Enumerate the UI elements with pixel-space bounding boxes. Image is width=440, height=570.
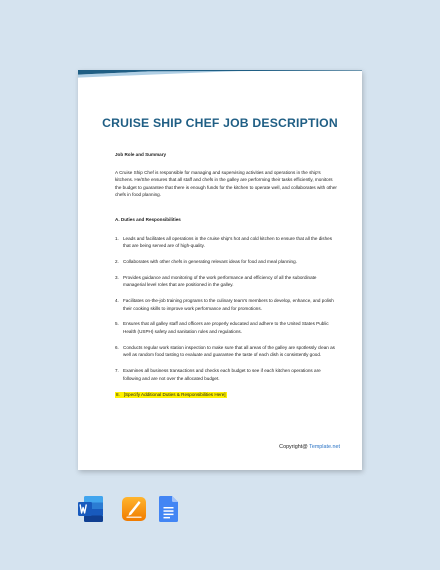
list-text: Facilitates on-the-job training programs to the culinary team's members to develop, enhance, and polish their cooking skills to improve work performance and for promotions. [123,298,334,311]
apple-pages-icon[interactable] [122,495,146,523]
document-title: CRUISE SHIP CHEF JOB DESCRIPTION [102,116,338,130]
list-number: 2. [115,258,119,264]
list-item [115,367,338,382]
document-body [115,151,338,406]
list-text: [Specify Additional Duties & Responsibilities Here] [123,391,226,397]
list-number: 8. [116,391,120,397]
list-number: 5. [115,321,119,327]
list-item [115,274,338,289]
highlight-mark [115,392,227,399]
list-number: 6. [115,344,119,350]
summary-heading: Job Role and Summary [115,152,167,157]
list-item-highlighted [115,391,338,399]
list-number: 3. [115,274,119,280]
header-stripe [78,70,362,80]
copyright-label: Copyright@ [279,444,308,450]
list-number: 7. [115,368,119,374]
list-text: Ensures that all galley staff and officers are properly educated and adhere to the United States Public Health (USPH) safety and sanitation rules and regulations. [123,321,329,335]
list-number: 4. [115,298,119,304]
list-item [115,297,338,312]
list-text: Leads and facilitates all operations in the cruise ship's hot and cold kitchen to ensure that all the dishes that are being served are of high-quality. [123,235,332,249]
list-item [115,258,338,266]
list-text: Conducts regular work station inspection to make sure that all areas of the galley are spotlessly clean as well as random food tasting to evaluate and guarantee the taste of each dish is consistently good. [123,344,335,358]
list-item [115,344,338,359]
google-docs-icon[interactable] [159,495,179,523]
list-item [115,320,338,335]
list-text: Examines all business transactions and checks each budget to see if each kitchen operations are following and are not over the allocated budget. [123,368,321,381]
list-item [115,235,338,250]
copyright-brand-link[interactable]: Template.net [309,444,340,450]
copyright-line [279,444,340,450]
microsoft-word-icon[interactable] [77,495,104,523]
duties-heading: A. Duties and Responsibilities [115,216,181,222]
summary-text: A Cruise Ship Chef is responsible for managing and supervising activities and operations in the ship's kitchens. He/She ensures that all staff and chefs in the galley are performing their tasks efficiently, monitors the budget to guarantee that there is enough funds for the kitchen to operate well, and collaborates with other chefs in food planning. [115,169,337,198]
list-text: Provides guidance and monitoring of the work performance and efficiency of all the subordinate managerial level roles that are positioned in the galley. [123,274,317,288]
document-page [78,70,362,470]
list-text: Collaborates with other chefs in generating relevant ideas for food and meal planning. [123,258,297,264]
list-number: 1. [115,235,119,241]
duties-list [115,235,338,399]
